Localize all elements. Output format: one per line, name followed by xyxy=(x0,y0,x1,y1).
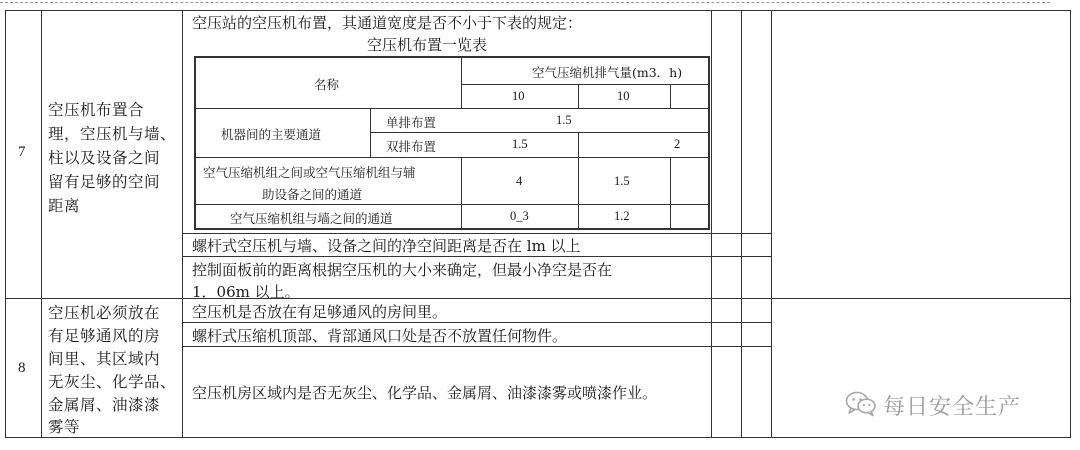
row-7-item-line: 距离 xyxy=(48,197,81,215)
row-8-item-line: 无灰尘、化学品、 xyxy=(48,373,177,391)
inner-table-col xyxy=(670,157,671,228)
inner-table-right xyxy=(708,56,710,230)
flow-value: 10 xyxy=(617,89,630,103)
content-col-divider xyxy=(711,10,712,438)
row-8-item-line: 雾等 xyxy=(48,418,81,436)
inner-table-col xyxy=(461,157,462,228)
inner-table-left xyxy=(194,56,196,230)
double-row-value: 1.5 xyxy=(512,137,528,151)
inner-table-line xyxy=(370,132,709,133)
row-7-check-intro: 空压站的空压机布置，其通道宽度是否不小于下表的规定： xyxy=(192,14,583,32)
double-row-label: 双排布置 xyxy=(386,139,437,154)
row-7-check-2: 螺杆式空压机与墙、设备之间的净空间距离是否在 lm 以上 xyxy=(192,237,581,255)
inner-table-col xyxy=(578,84,579,108)
aux-value: 1.5 xyxy=(614,174,630,188)
row-8-item-line: 金属屑、油漆漆 xyxy=(48,396,161,414)
row-divider-7-8 xyxy=(5,298,1071,299)
single-row-label: 单排布置 xyxy=(386,115,437,130)
inner-table-col xyxy=(670,84,671,108)
row-7-item-line: 留有足够的空间 xyxy=(48,173,161,191)
double-row-value: 2 xyxy=(674,137,681,151)
check-col-divider-2 xyxy=(771,10,772,438)
number-col-divider xyxy=(41,10,42,438)
inner-table-line xyxy=(194,204,709,205)
wall-value: 0_3 xyxy=(510,209,529,223)
table-header-name: 名称 xyxy=(314,77,340,92)
check-sep-7a xyxy=(182,233,772,234)
single-row-value: 1.5 xyxy=(556,113,572,127)
row-7-check-3: 1．06m 以上。 xyxy=(192,283,300,301)
outer-top-border xyxy=(5,10,1071,11)
inner-table-line xyxy=(194,108,709,109)
row-8-check-1: 空压机是否放在有足够通风的房间里。 xyxy=(192,303,448,321)
aux-aisle-label: 助设备之间的通道 xyxy=(262,187,363,202)
outer-left-border xyxy=(5,10,6,438)
inner-table-line xyxy=(194,157,709,158)
row-7-item-line: 理，空压机与墙、 xyxy=(48,125,177,143)
aux-value: 4 xyxy=(516,174,523,188)
layout-table-title: 空压机布置一览表 xyxy=(367,36,488,54)
check-sep-7b xyxy=(182,256,772,257)
main-aisle-label: 机器间的主要通道 xyxy=(221,127,322,142)
inner-table-col xyxy=(370,108,371,157)
item-col-divider xyxy=(182,10,183,438)
wall-value: 1.2 xyxy=(614,209,630,223)
inner-table-line xyxy=(461,84,709,85)
check-sep-8b xyxy=(182,346,772,347)
row-8-check-3: 空压机房区域内是否无灰尘、化学品、金属屑、油漆漆雾或喷漆作业。 xyxy=(192,384,658,402)
table-header-flow: 空气压缩机排气量(m3．h) xyxy=(532,65,683,80)
inner-table-col xyxy=(461,56,462,108)
wall-aisle-label: 空气压缩机组与墙之间的通道 xyxy=(230,211,393,226)
watermark xyxy=(845,390,1021,421)
outer-bottom-border xyxy=(5,437,1071,438)
row-8-item-line: 空压机必须放在 xyxy=(48,304,161,322)
check-sep-8a xyxy=(182,322,772,323)
row-7-check-3: 控制面板前的距离根据空压机的大小来确定，但最小净空是否在 xyxy=(192,261,613,279)
row-7-item-line: 柱以及设备之间 xyxy=(48,149,161,167)
page-top-rule xyxy=(0,2,1050,3)
check-col-divider-1 xyxy=(741,10,742,438)
wechat-icon xyxy=(845,391,877,421)
row-8-number: 8 xyxy=(18,360,26,376)
inner-table-bottom xyxy=(194,228,709,230)
row-8-item-line: 有足够通风的房 xyxy=(48,327,161,345)
row-8-check-2: 螺杆式压缩机顶部、背部通风口处是否不放置任何物件。 xyxy=(192,327,568,345)
outer-right-border xyxy=(1070,10,1071,438)
flow-value: 10 xyxy=(512,89,525,103)
inner-table-col xyxy=(578,132,579,228)
aux-aisle-label: 空气压缩机组之间或空气压缩机组与辅 xyxy=(203,165,416,180)
row-7-number: 7 xyxy=(18,144,26,160)
row-8-item-line: 间里、其区域内 xyxy=(48,350,161,368)
row-7-item-line: 空压机布置合 xyxy=(48,101,145,119)
watermark-text: 每日安全生产 xyxy=(883,395,1022,420)
inner-table-top xyxy=(194,56,709,58)
